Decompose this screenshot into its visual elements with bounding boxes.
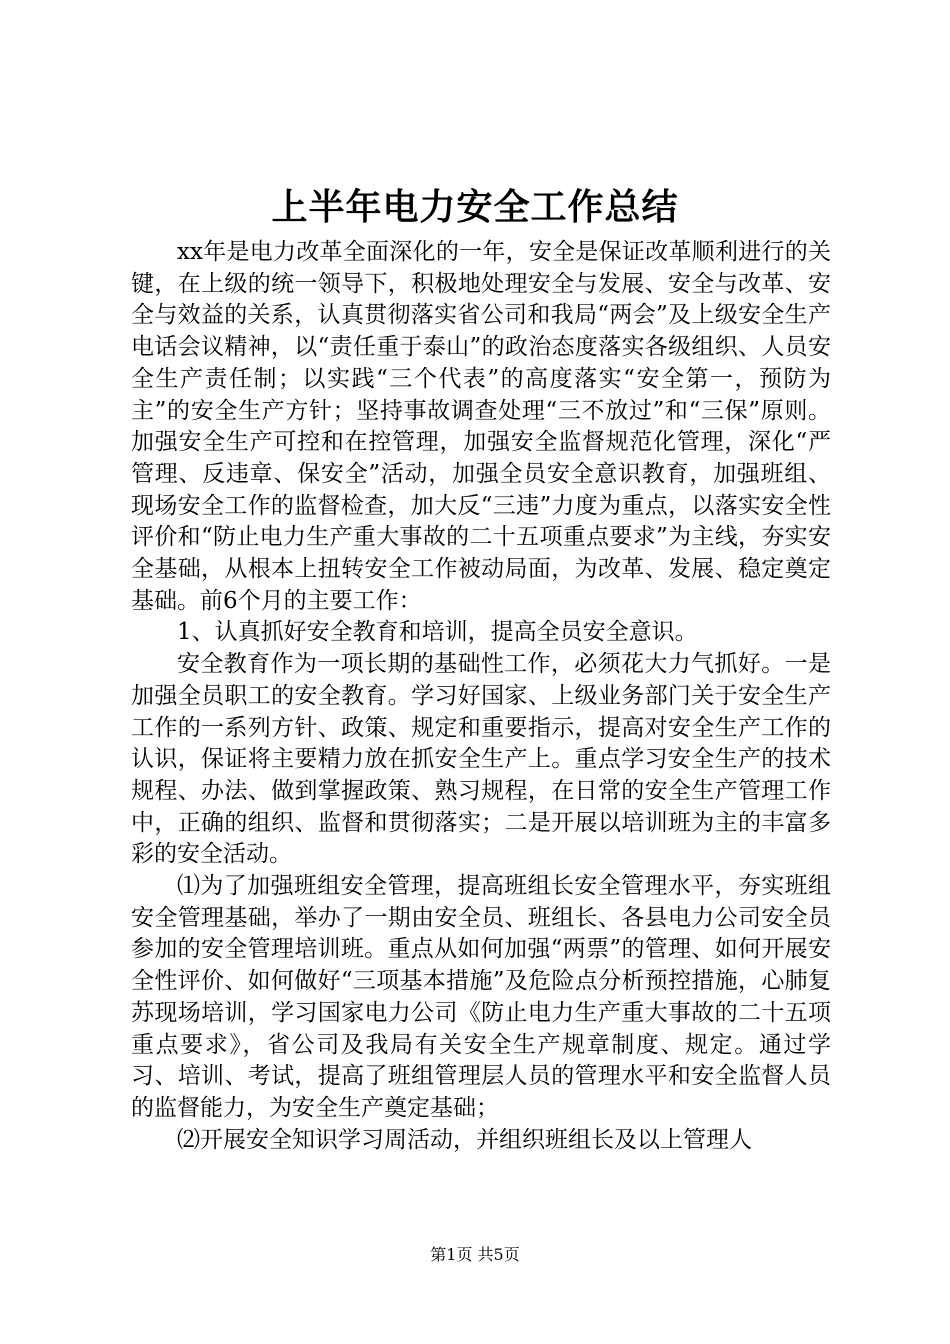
paragraph-section-1-heading: 1、认真抓好安全教育和培训，提高全员安全意识。 [177, 619, 698, 646]
page-number: 第1页 共5页 [430, 1245, 520, 1264]
document-body [131, 237, 831, 1156]
paragraph-item-2: ⑵开展安全知识学习周活动，并组织班组长及以上管理人 [177, 1126, 752, 1153]
document-title: 上半年电力安全工作总结 [271, 186, 679, 228]
paragraph-item-1: ⑴为了加强班组安全管理，提高班组长安全管理水平，夯实班组安全管理基础，举办了一期由安全员、班组长、各县电力公司安全员参加的安全管理培训班。重点从如何加强“两票”的管理、如何开展安全性评价、如何做好“三项基本措施”及危险点分析预控措施，心肺复苏现场培训，学习国家电力公司《防止电力生产重大事故的二十五项重点要求》，省公司及我局有关安全生产规章制度、规定。通过学习、培训、考试，提高了班组管理层人员的管理水平和安全监督人员的监督能力，为安全生产奠定基础； [131, 873, 831, 1121]
paragraph-safety-education: 安全教育作为一项长期的基础性工作，必须花大力气抓好。一是加强全员职工的安全教育。学习好国家、上级业务部门关于安全生产工作的一系列方针、政策、规定和重要指示，提高对安全生产工作的认识，保证将主要精力放在抓安全生产上。重点学习安全生产的技术规程、办法、做到掌握政策、熟习规程，在日常的安全生产管理工作中，正确的组织、监督和贯彻落实；二是开展以培训班为主的丰富多彩的安全活动。 [131, 651, 831, 868]
paragraph-intro: xx年是电力改革全面深化的一年，安全是保证改革顺利进行的关键，在上级的统一领导下，积极地处理安全与发展、安全与改革、安全与效益的关系，认真贯彻落实省公司和我局“两会”及上级安全生产电话会议精神，以“责任重于泰山”的政治态度落实各级组织、人员安全生产责任制；以实践“三个代表”的高度落实“安全第一，预防为主”的安全生产方针；坚持事故调查处理“三不放过”和“三保”原则。加强安全生产可控和在控管理，加强安全监督规范化管理，深化“严管理、反违章、保安全”活动，加强全员安全意识教育，加强班组、现场安全工作的监督检查，加大反“三违”力度为重点，以落实安全性评价和“防止电力生产重大事故的二十五项重点要求”为主线，夯实安全基础，从根本上扭转安全工作被动局面，为改革、发展、稳定奠定基础。前6个月的主要工作： [131, 239, 831, 614]
